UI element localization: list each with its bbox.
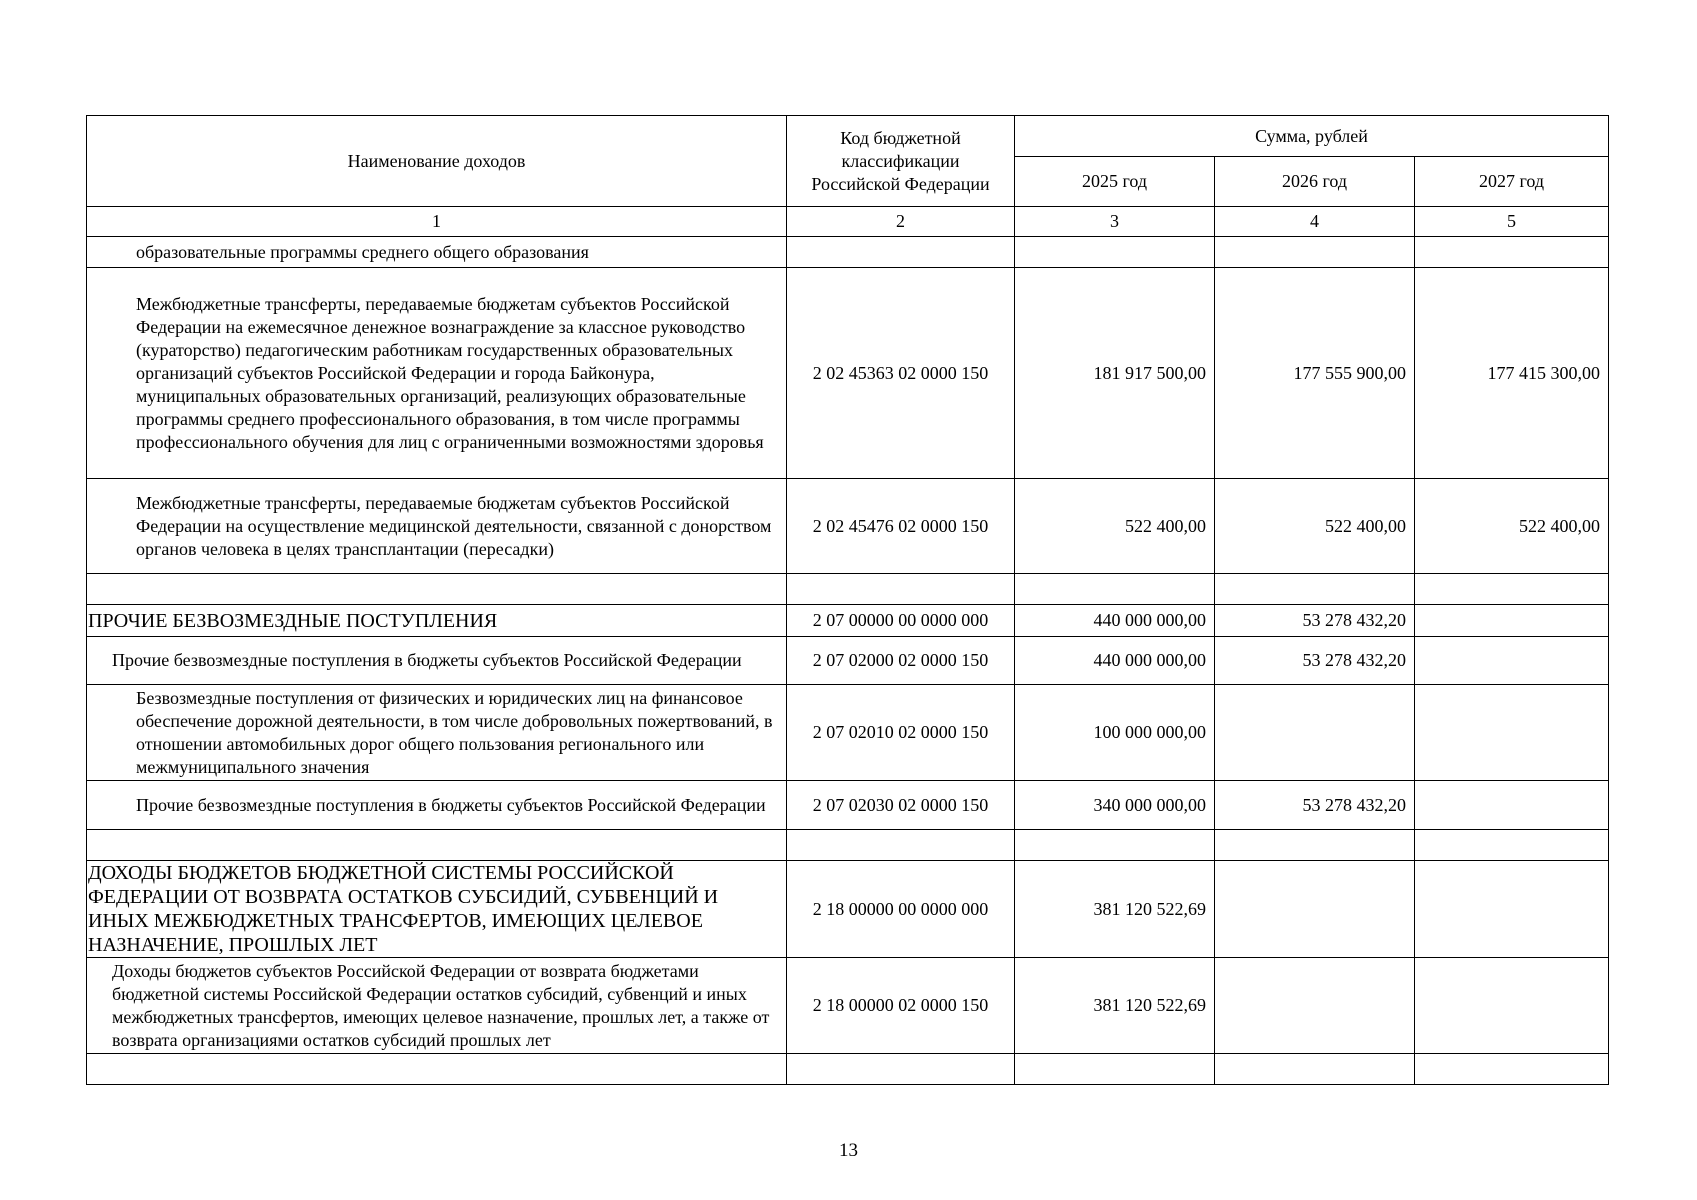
income-name: ПРОЧИЕ БЕЗВОЗМЕЗДНЫЕ ПОСТУПЛЕНИЯ — [87, 605, 787, 637]
amount-2025: 440 000 000,00 — [1015, 637, 1215, 685]
budget-income-table — [86, 115, 1609, 1085]
table-row — [87, 574, 1609, 605]
table-row — [87, 781, 1609, 830]
amount-2027 — [1415, 958, 1609, 1054]
income-name — [87, 830, 787, 861]
table-row — [87, 237, 1609, 268]
budget-code: 2 18 00000 02 0000 150 — [787, 958, 1015, 1054]
budget-code-header: Код бюджетной классификации Российской Федерации — [787, 116, 1015, 207]
income-name: Прочие безвозмездные поступления в бюджеты субъектов Российской Федерации — [87, 781, 787, 830]
amount-2026 — [1215, 1054, 1415, 1085]
amount-2027 — [1415, 861, 1609, 958]
amount-2026 — [1215, 574, 1415, 605]
amount-2027 — [1415, 637, 1609, 685]
year-2026-header: 2026 год — [1215, 157, 1415, 207]
table-row — [87, 685, 1609, 781]
amount-2025 — [1015, 237, 1215, 268]
amount-2026: 53 278 432,20 — [1215, 637, 1415, 685]
amount-2025: 522 400,00 — [1015, 479, 1215, 574]
amount-2027 — [1415, 781, 1609, 830]
income-name: Межбюджетные трансферты, передаваемые бюджетам субъектов Российской Федерации на осуществление медицинской деятельности, связанной с донорством органов человека в целях трансплантации (пересадки) — [87, 479, 787, 574]
budget-code: 2 18 00000 00 0000 000 — [787, 861, 1015, 958]
income-name: Безвозмездные поступления от физических и юридических лиц на финансовое обеспечение дорожной деятельности, в том числе добровольных пожертвований, в отношении автомобильных дорог общего пользования регионального или межмуниципального значения — [87, 685, 787, 781]
budget-code: 2 02 45476 02 0000 150 — [787, 479, 1015, 574]
table-row — [87, 637, 1609, 685]
budget-code — [787, 574, 1015, 605]
column-number: 2 — [787, 207, 1015, 237]
column-number: 1 — [87, 207, 787, 237]
table-row — [87, 479, 1609, 574]
amount-2027: 522 400,00 — [1415, 479, 1609, 574]
budget-code: 2 07 02000 02 0000 150 — [787, 637, 1015, 685]
income-name: образовательные программы среднего общего образования — [87, 237, 787, 268]
amount-2027 — [1415, 830, 1609, 861]
amount-2027 — [1415, 574, 1609, 605]
amount-2026 — [1215, 861, 1415, 958]
sum-header: Сумма, рублей — [1015, 116, 1609, 157]
budget-code — [787, 1054, 1015, 1085]
amount-2027 — [1415, 685, 1609, 781]
budget-code: 2 07 00000 00 0000 000 — [787, 605, 1015, 637]
amount-2026 — [1215, 830, 1415, 861]
page-number: 13 — [839, 1140, 858, 1161]
income-name: Межбюджетные трансферты, передаваемые бюджетам субъектов Российской Федерации на ежемесячное денежное вознаграждение за классное руководство (кураторство) педагогическим работникам государственных образовательных организаций субъектов Российской Федерации и города Байконура, муниципальных образовательных организаций, реализующих образовательные программы среднего профессионального образования, в том числе программы профессионального обучения для лиц с ограниченными возможностями здоровья — [87, 268, 787, 479]
amount-2026: 53 278 432,20 — [1215, 781, 1415, 830]
amount-2025: 381 120 522,69 — [1015, 958, 1215, 1054]
income-name-header: Наименование доходов — [87, 116, 787, 207]
year-2027-header: 2027 год — [1415, 157, 1609, 207]
amount-2025: 381 120 522,69 — [1015, 861, 1215, 958]
amount-2025: 340 000 000,00 — [1015, 781, 1215, 830]
year-2025-header: 2025 год — [1015, 157, 1215, 207]
amount-2026 — [1215, 237, 1415, 268]
table-row — [87, 1054, 1609, 1085]
income-name: Прочие безвозмездные поступления в бюджеты субъектов Российской Федерации — [87, 637, 787, 685]
income-name — [87, 574, 787, 605]
column-number: 4 — [1215, 207, 1415, 237]
amount-2025 — [1015, 574, 1215, 605]
table-row — [87, 958, 1609, 1054]
budget-code: 2 02 45363 02 0000 150 — [787, 268, 1015, 479]
amount-2026: 522 400,00 — [1215, 479, 1415, 574]
amount-2025: 440 000 000,00 — [1015, 605, 1215, 637]
amount-2025 — [1015, 830, 1215, 861]
table-row — [87, 861, 1609, 958]
amount-2025: 100 000 000,00 — [1015, 685, 1215, 781]
amount-2027 — [1415, 237, 1609, 268]
column-number: 3 — [1015, 207, 1215, 237]
amount-2025: 181 917 500,00 — [1015, 268, 1215, 479]
budget-code — [787, 830, 1015, 861]
amount-2026 — [1215, 958, 1415, 1054]
budget-code: 2 07 02010 02 0000 150 — [787, 685, 1015, 781]
column-number-row — [87, 207, 1609, 237]
amount-2026 — [1215, 685, 1415, 781]
column-number: 5 — [1415, 207, 1609, 237]
budget-code — [787, 237, 1015, 268]
header-row — [87, 116, 1609, 157]
amount-2027 — [1415, 605, 1609, 637]
amount-2027: 177 415 300,00 — [1415, 268, 1609, 479]
table-row — [87, 605, 1609, 637]
amount-2025 — [1015, 1054, 1215, 1085]
amount-2026: 177 555 900,00 — [1215, 268, 1415, 479]
table-row — [87, 268, 1609, 479]
income-name: ДОХОДЫ БЮДЖЕТОВ БЮДЖЕТНОЙ СИСТЕМЫ РОССИЙСКОЙ ФЕДЕРАЦИИ ОТ ВОЗВРАТА ОСТАТКОВ СУБСИДИЙ, СУБВЕНЦИЙ И ИНЫХ МЕЖБЮДЖЕТНЫХ ТРАНСФЕРТОВ, ИМЕЮЩИХ ЦЕЛЕВОЕ НАЗНАЧЕНИЕ, ПРОШЛЫХ ЛЕТ — [87, 861, 787, 958]
amount-2026: 53 278 432,20 — [1215, 605, 1415, 637]
budget-code: 2 07 02030 02 0000 150 — [787, 781, 1015, 830]
amount-2027 — [1415, 1054, 1609, 1085]
income-name — [87, 1054, 787, 1085]
income-name: Доходы бюджетов субъектов Российской Федерации от возврата бюджетами бюджетной системы Российской Федерации остатков субсидий, субвенций и иных межбюджетных трансфертов, имеющих целевое назначение, прошлых лет, а также от возврата организациями остатков субсидий прошлых лет — [87, 958, 787, 1054]
table-row — [87, 830, 1609, 861]
